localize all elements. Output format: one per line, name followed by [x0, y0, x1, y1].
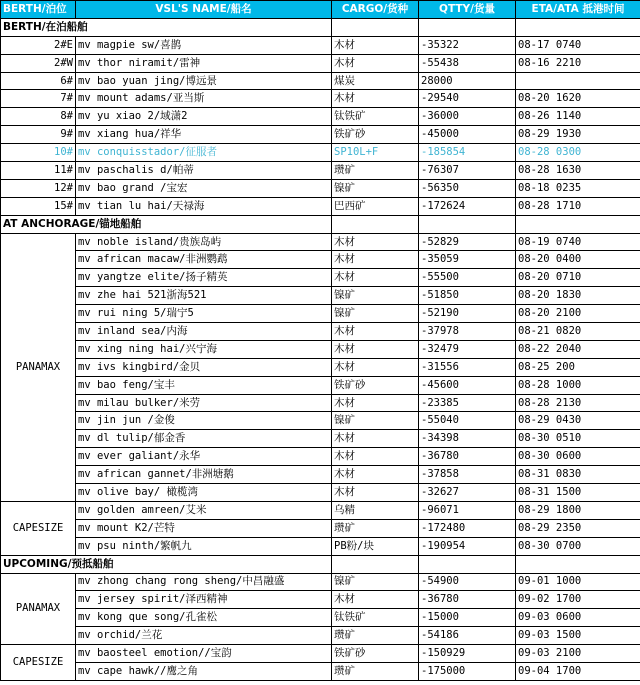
vessel-name-cell: mv conquisstador/征服者	[76, 144, 332, 162]
cargo-cell: 镍矿	[332, 305, 419, 323]
quantity-cell: -36780	[419, 591, 516, 609]
eta-cell: 08-31 1500	[516, 484, 640, 502]
cargo-cell: 镍矿	[332, 573, 419, 591]
quantity-cell: -55500	[419, 269, 516, 287]
eta-cell: 08-18 0235	[516, 179, 640, 197]
cargo-cell: 木材	[332, 54, 419, 72]
eta-cell: 08-28 0300	[516, 144, 640, 162]
header-eta: ETA/ATA 抵港时间	[516, 1, 640, 19]
table-row	[1, 394, 640, 412]
vessel-name-cell: mv milau bulker/米劳	[76, 394, 332, 412]
section-upcoming	[1, 555, 640, 573]
vessel-name-cell: mv african macaw/非洲鹦鹉	[76, 251, 332, 269]
empty-cell	[516, 215, 640, 233]
table-row	[1, 233, 640, 251]
quantity-cell: -51850	[419, 287, 516, 305]
table-row	[1, 609, 640, 627]
cargo-cell: 瓒矿	[332, 662, 419, 680]
cargo-cell: 钛铁矿	[332, 108, 419, 126]
eta-cell: 08-20 1620	[516, 90, 640, 108]
quantity-cell: -45000	[419, 126, 516, 144]
vessel-name-cell: mv yangtze elite/扬子精英	[76, 269, 332, 287]
quantity-cell: -32479	[419, 340, 516, 358]
eta-cell: 08-29 0430	[516, 412, 640, 430]
section-anchorage	[1, 215, 640, 233]
eta-cell: 08-29 1930	[516, 126, 640, 144]
table-row	[1, 287, 640, 305]
empty-cell	[332, 555, 419, 573]
quantity-cell: -35322	[419, 36, 516, 54]
vessel-name-cell: mv tian lu hai/天禄海	[76, 197, 332, 215]
vessel-name-cell: mv olive bay/ 橄榄湾	[76, 484, 332, 502]
eta-cell: 09-02 1700	[516, 591, 640, 609]
table-row	[1, 627, 640, 645]
quantity-cell: -35059	[419, 251, 516, 269]
cargo-cell: 瓒矿	[332, 519, 419, 537]
table-row	[1, 54, 640, 72]
eta-cell: 08-28 1630	[516, 162, 640, 180]
cargo-cell: 木材	[332, 358, 419, 376]
vessel-name-cell: mv zhe hai 521浙海521	[76, 287, 332, 305]
quantity-cell: -15000	[419, 609, 516, 627]
cargo-cell: 瓒矿	[332, 162, 419, 180]
table-row	[1, 126, 640, 144]
quantity-cell: -54900	[419, 573, 516, 591]
vessel-name-cell: mv ivs kingbird/金贝	[76, 358, 332, 376]
table-row	[1, 645, 640, 663]
vessel-name-cell: mv kong que song/孔雀松	[76, 609, 332, 627]
eta-cell: 08-17 0740	[516, 36, 640, 54]
quantity-cell: -52829	[419, 233, 516, 251]
eta-cell: 08-16 2210	[516, 54, 640, 72]
group-capesize-label: CAPESIZE	[1, 645, 76, 681]
table-row	[1, 430, 640, 448]
berth-number-cell: 2#W	[1, 54, 76, 72]
vessel-name-cell: mv magpie sw/喜鹊	[76, 36, 332, 54]
cargo-cell: 木材	[332, 394, 419, 412]
empty-cell	[516, 18, 640, 36]
vessel-name-cell: mv thor niramit/雷神	[76, 54, 332, 72]
vessel-name-cell: mv bao grand /宝宏	[76, 179, 332, 197]
table-row	[1, 519, 640, 537]
table-row	[1, 412, 640, 430]
berth-number-cell: 8#	[1, 108, 76, 126]
eta-cell: 09-03 0600	[516, 609, 640, 627]
vessel-name-cell: mv jersey spirit/泽西精神	[76, 591, 332, 609]
table-row	[1, 323, 640, 341]
table-row	[1, 269, 640, 287]
vessel-name-cell: mv zhong chang rong sheng/中昌融盛	[76, 573, 332, 591]
eta-cell: 08-20 1830	[516, 287, 640, 305]
quantity-cell: -150929	[419, 645, 516, 663]
header-qty: QTTY/货量	[419, 1, 516, 19]
vessel-name-cell: mv african gannet/非洲塘鹅	[76, 466, 332, 484]
berth-number-cell: 15#	[1, 197, 76, 215]
table-row	[1, 340, 640, 358]
section-berth-label: BERTH/在泊船舶	[1, 18, 332, 36]
vessel-name-cell: mv xing ning hai/兴宁海	[76, 340, 332, 358]
table-row	[1, 484, 640, 502]
quantity-cell: -31556	[419, 358, 516, 376]
eta-cell: 09-03 1500	[516, 627, 640, 645]
header-cargo: CARGO/货种	[332, 1, 419, 19]
quantity-cell: -37858	[419, 466, 516, 484]
eta-cell: 09-04 1700	[516, 662, 640, 680]
header-berth: BERTH/泊位	[1, 1, 76, 19]
section-upcoming-label: UPCOMING/预抵船舶	[1, 555, 332, 573]
empty-cell	[419, 555, 516, 573]
quantity-cell: -175000	[419, 662, 516, 680]
cargo-cell: 钛铁矿	[332, 609, 419, 627]
section-anchorage-label: AT ANCHORAGE/锚地船舶	[1, 215, 332, 233]
eta-cell: 08-21 0820	[516, 323, 640, 341]
table-row	[1, 358, 640, 376]
cargo-cell: 木材	[332, 448, 419, 466]
vessel-name-cell: mv bao feng/宝丰	[76, 376, 332, 394]
table-row	[1, 466, 640, 484]
table-row	[1, 162, 640, 180]
table-row	[1, 251, 640, 269]
quantity-cell: -32627	[419, 484, 516, 502]
berth-number-cell: 2#E	[1, 36, 76, 54]
cargo-cell: 木材	[332, 323, 419, 341]
cargo-cell: 铁矿砂	[332, 645, 419, 663]
cargo-cell: 木材	[332, 466, 419, 484]
vessel-name-cell: mv golden amreen/艾米	[76, 501, 332, 519]
cargo-cell: 木材	[332, 269, 419, 287]
empty-cell	[332, 215, 419, 233]
quantity-cell: -55438	[419, 54, 516, 72]
quantity-cell: -172624	[419, 197, 516, 215]
eta-cell: 08-20 0710	[516, 269, 640, 287]
vessel-name-cell: mv orchid/兰花	[76, 627, 332, 645]
vessel-name-cell: mv rui ning 5/瑞宁5	[76, 305, 332, 323]
table-row	[1, 144, 640, 162]
quantity-cell: -23385	[419, 394, 516, 412]
empty-cell	[516, 555, 640, 573]
vessel-name-cell: mv ever galiant/永华	[76, 448, 332, 466]
table-row	[1, 108, 640, 126]
vessel-name-cell: mv mount adams/亚当斯	[76, 90, 332, 108]
cargo-cell: 铁矿砂	[332, 126, 419, 144]
eta-cell: 08-22 2040	[516, 340, 640, 358]
vessel-name-cell: mv bao yuan jing/博远景	[76, 72, 332, 90]
eta-cell: 08-28 2130	[516, 394, 640, 412]
eta-cell	[516, 72, 640, 90]
cargo-cell: 木材	[332, 233, 419, 251]
vessel-name-cell: mv baosteel emotion//宝韵	[76, 645, 332, 663]
table-row	[1, 573, 640, 591]
vessel-name-cell: mv mount K2/芒特	[76, 519, 332, 537]
table-row	[1, 591, 640, 609]
cargo-cell: 瓒矿	[332, 627, 419, 645]
quantity-cell: -56350	[419, 179, 516, 197]
berth-number-cell: 9#	[1, 126, 76, 144]
quantity-cell: -52190	[419, 305, 516, 323]
eta-cell: 08-30 0700	[516, 537, 640, 555]
table-row	[1, 197, 640, 215]
vessel-name-cell: mv cape hawk//鹰之角	[76, 662, 332, 680]
cargo-cell: 木材	[332, 430, 419, 448]
empty-cell	[419, 18, 516, 36]
cargo-cell: 木材	[332, 251, 419, 269]
quantity-cell: -76307	[419, 162, 516, 180]
header-vessel: VSL'S NAME/船名	[76, 1, 332, 19]
berth-number-cell: 7#	[1, 90, 76, 108]
vessel-name-cell: mv paschalis d/帕蒂	[76, 162, 332, 180]
quantity-cell: 28000	[419, 72, 516, 90]
eta-cell: 09-01 1000	[516, 573, 640, 591]
eta-cell: 08-26 1140	[516, 108, 640, 126]
table-row	[1, 305, 640, 323]
vessel-name-cell: mv jin jun /金俊	[76, 412, 332, 430]
quantity-cell: -185854	[419, 144, 516, 162]
quantity-cell: -36780	[419, 448, 516, 466]
cargo-cell: 煤炭	[332, 72, 419, 90]
table-row	[1, 501, 640, 519]
table-row	[1, 448, 640, 466]
quantity-cell: -54186	[419, 627, 516, 645]
cargo-cell: SP10L+F	[332, 144, 419, 162]
group-panamax-label: PANAMAX	[1, 573, 76, 645]
eta-cell: 08-30 0600	[516, 448, 640, 466]
eta-cell: 08-29 2350	[516, 519, 640, 537]
vessel-name-cell: mv yu xiao 2/域潇2	[76, 108, 332, 126]
berth-number-cell: 10#	[1, 144, 76, 162]
quantity-cell: -29540	[419, 90, 516, 108]
quantity-cell: -55040	[419, 412, 516, 430]
header-row	[1, 1, 640, 19]
empty-cell	[332, 18, 419, 36]
cargo-cell: 镍矿	[332, 179, 419, 197]
cargo-cell: 木材	[332, 484, 419, 502]
berth-number-cell: 11#	[1, 162, 76, 180]
vessel-name-cell: mv dl tulip/郁金香	[76, 430, 332, 448]
vessel-name-cell: mv psu ninth/繁帆九	[76, 537, 332, 555]
quantity-cell: -34398	[419, 430, 516, 448]
berth-number-cell: 12#	[1, 179, 76, 197]
quantity-cell: -190954	[419, 537, 516, 555]
cargo-cell: 铁矿砂	[332, 376, 419, 394]
vessel-name-cell: mv noble island/贵族岛屿	[76, 233, 332, 251]
cargo-cell: 乌精	[332, 501, 419, 519]
eta-cell: 08-31 0830	[516, 466, 640, 484]
cargo-cell: 巴西矿	[332, 197, 419, 215]
table-row	[1, 36, 640, 54]
section-berth	[1, 18, 640, 36]
table-row	[1, 662, 640, 680]
quantity-cell: -45600	[419, 376, 516, 394]
group-capesize-label: CAPESIZE	[1, 501, 76, 555]
cargo-cell: 木材	[332, 90, 419, 108]
cargo-cell: 木材	[332, 36, 419, 54]
eta-cell: 08-19 0740	[516, 233, 640, 251]
group-panamax-label: PANAMAX	[1, 233, 76, 501]
table-row	[1, 72, 640, 90]
cargo-cell: PB粉/块	[332, 537, 419, 555]
quantity-cell: -96071	[419, 501, 516, 519]
eta-cell: 08-28 1000	[516, 376, 640, 394]
vessel-name-cell: mv inland sea/内海	[76, 323, 332, 341]
quantity-cell: -172480	[419, 519, 516, 537]
eta-cell: 08-25 200	[516, 358, 640, 376]
schedule-body	[1, 1, 640, 681]
cargo-cell: 木材	[332, 591, 419, 609]
quantity-cell: -36000	[419, 108, 516, 126]
eta-cell: 08-29 1800	[516, 501, 640, 519]
eta-cell: 08-20 2100	[516, 305, 640, 323]
eta-cell: 08-28 1710	[516, 197, 640, 215]
eta-cell: 08-20 0400	[516, 251, 640, 269]
table-row	[1, 537, 640, 555]
berth-number-cell: 6#	[1, 72, 76, 90]
table-row	[1, 376, 640, 394]
vessel-name-cell: mv xiang hua/祥华	[76, 126, 332, 144]
cargo-cell: 木材	[332, 340, 419, 358]
table-row	[1, 90, 640, 108]
empty-cell	[419, 215, 516, 233]
table-row	[1, 179, 640, 197]
quantity-cell: -37978	[419, 323, 516, 341]
eta-cell: 08-30 0510	[516, 430, 640, 448]
cargo-cell: 镍矿	[332, 412, 419, 430]
cargo-cell: 镍矿	[332, 287, 419, 305]
eta-cell: 09-03 2100	[516, 645, 640, 663]
